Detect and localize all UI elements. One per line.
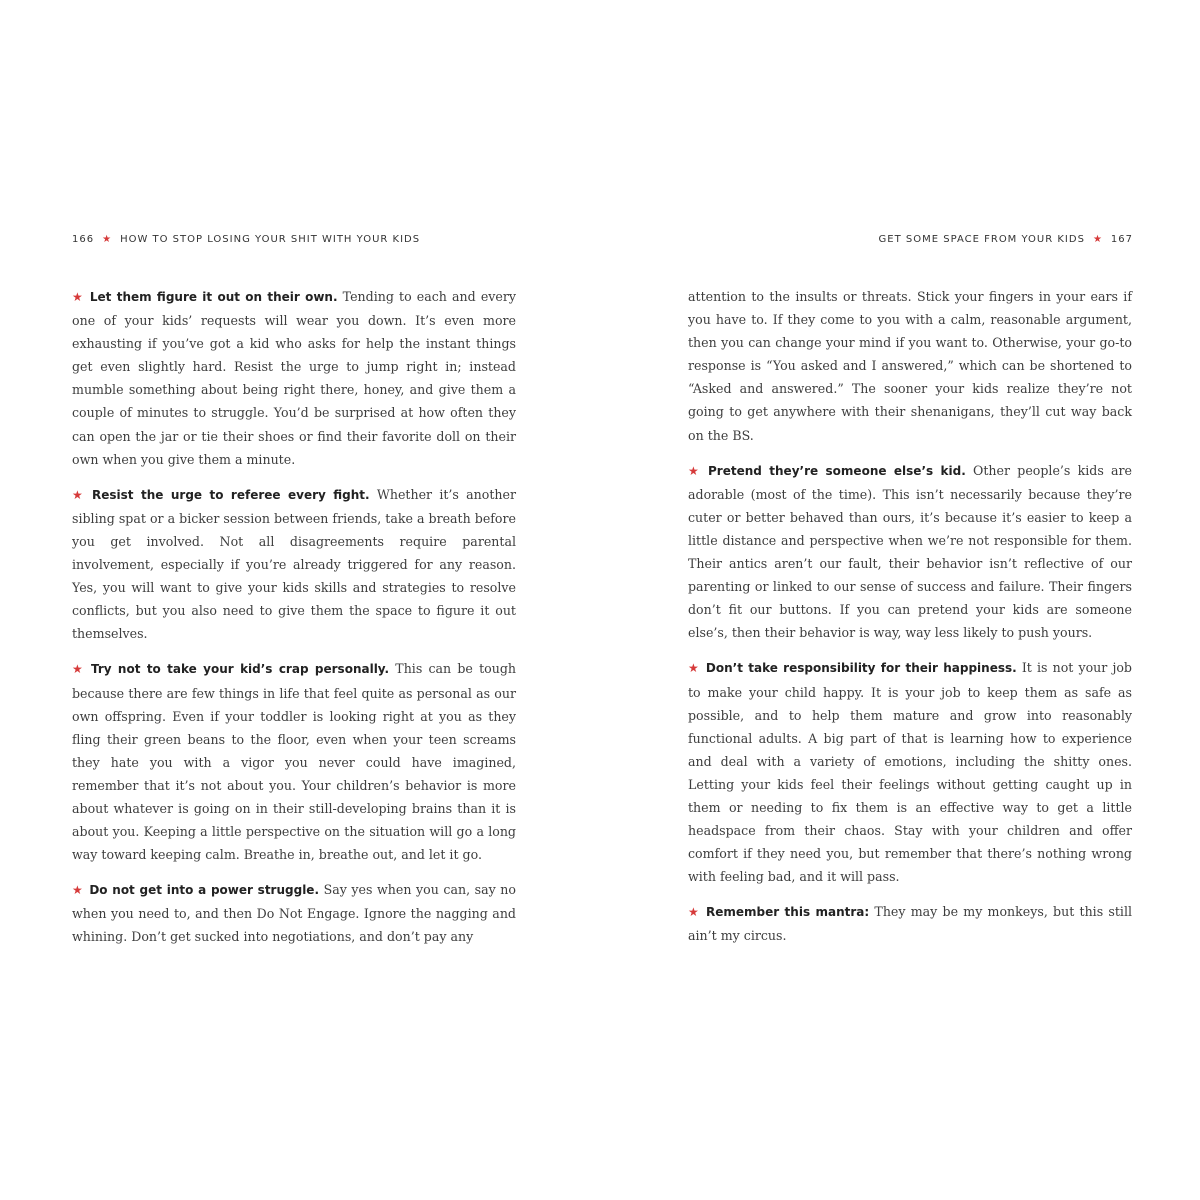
tip-paragraph xyxy=(688,900,1132,947)
tip-text: Say yes when you can, say no when you need to, and then Do Not Engage. Ignore the nagging and whining. Don’t get sucked into negotiations, and don’t pay any xyxy=(72,882,516,945)
star-icon: ★ xyxy=(102,233,113,245)
tip-lead: Do not get into a power struggle. xyxy=(89,883,320,898)
tip-text: Tending to each and every one of your kids’ requests will wear you down. It’s even more exhausting if you’ve got a kid who asks for help the instant things get even slightly hard. Resist the urge to jump right in; instead mumble something about being right there, honey, and give them a couple of minutes to struggle. You’d be surprised at how often they can open the jar or tie their shoes or find their favorite doll on their own when you give them a minute. xyxy=(72,289,516,467)
tip-text: This can be tough because there are few things in life that feel quite as personal as our own offspring. Even if your toddler is looking right at you as they fling their green beans to the floor, even when your teen screams they hate you with a vigor you never could have imagined, remember that it’s not about you. Your children’s behavior is more about whatever is going on in their still-developing brains than it is about you. Keeping a little perspective on the situation will go a long way toward keeping calm. Breathe in, breathe out, and let it go. xyxy=(72,661,516,863)
tip-lead: Let them figure it out on their own. xyxy=(89,290,338,304)
tip-text: Other people’s kids are adorable (most of the time). This isn’t necessarily because they’re cuter or better behaved than ours, it’s because it’s easier to keep a little distance and perspective when we’re not responsible for them. Their antics aren’t our fault, their behavior isn’t reflective of our parenting or linked to our sense of success and failure. Their fingers don’t fit our buttons. If you can pretend your kids are someone else’s, then their behavior is way, way less likely to push yours. xyxy=(688,462,1132,641)
tip-paragraph xyxy=(72,483,516,646)
star-icon: ★ xyxy=(1092,233,1103,245)
tip-text: They may be my monkeys, but this still ain’t my circus. xyxy=(688,904,1132,944)
star-icon: ★ xyxy=(72,290,84,304)
tip-lead: Try not to take your kid’s crap personally. xyxy=(90,662,390,677)
running-head-title: GET SOME SPACE FROM YOUR KIDS xyxy=(878,233,1085,245)
tip-paragraph xyxy=(688,459,1132,645)
tip-text: It is not your job to make your child happy. It is your job to keep them as safe as possible, and to help them mature and grow into reasonably functional adults. A big part of that is learning how to experience and deal with a variety of emotions, including the shitty ones. Letting your kids feel their feelings without getting caught up in them or needing to fix them is an effective way to get a little headspace from their chaos. Stay with your children and offer comfort if they need you, but remember that there’s nothing wrong with feeling bad, and it will pass. xyxy=(688,660,1132,885)
tip-paragraph xyxy=(72,285,516,471)
page-number: 167 xyxy=(1110,233,1133,245)
tip-lead: Don’t take responsibility for their happiness. xyxy=(705,661,1017,676)
left-body-text xyxy=(72,285,516,961)
tip-lead: Resist the urge to referee every fight. xyxy=(92,487,370,502)
tip-lead: Pretend they’re someone else’s kid. xyxy=(708,463,966,478)
continuation-paragraph: attention to the insults or threats. Stick your fingers in your ears if you have to. If they come to you with a calm, reasonable argument, then you can change your mind if you want to. Otherwise, your go-to response is “You asked and I answered,” which can be shortened to “Asked and answered.” The sooner your kids realize they’re not going to get anywhere with their shenanigans, they’ll cut way back on the BS. xyxy=(688,289,1132,443)
tip-text: Whether it’s another sibling spat or a bicker session between friends, take a breath before you get involved. Not all disagreements require parental involvement, especially if you’re already triggered for any reason. Yes, you will want to give your kids skills and strategies to resolve conflicts, but you also need to give them the space to figure it out themselves. xyxy=(72,486,516,642)
tip-lead: Remember this mantra: xyxy=(705,905,870,920)
star-icon: ★ xyxy=(72,487,87,502)
left-running-header xyxy=(72,231,420,247)
right-running-header xyxy=(879,231,1133,247)
tip-paragraph xyxy=(688,656,1132,888)
star-icon: ★ xyxy=(72,662,85,677)
star-icon: ★ xyxy=(72,883,84,898)
star-icon: ★ xyxy=(688,463,702,478)
running-head-title: HOW TO STOP LOSING YOUR SHIT WITH YOUR KIDS xyxy=(120,233,421,245)
page-number: 166 xyxy=(72,233,95,245)
tip-paragraph xyxy=(72,657,516,866)
right-page xyxy=(600,0,1200,1200)
star-icon: ★ xyxy=(688,905,700,920)
right-body-text xyxy=(688,285,1132,960)
star-icon: ★ xyxy=(688,661,700,676)
tip-paragraph xyxy=(72,878,516,948)
